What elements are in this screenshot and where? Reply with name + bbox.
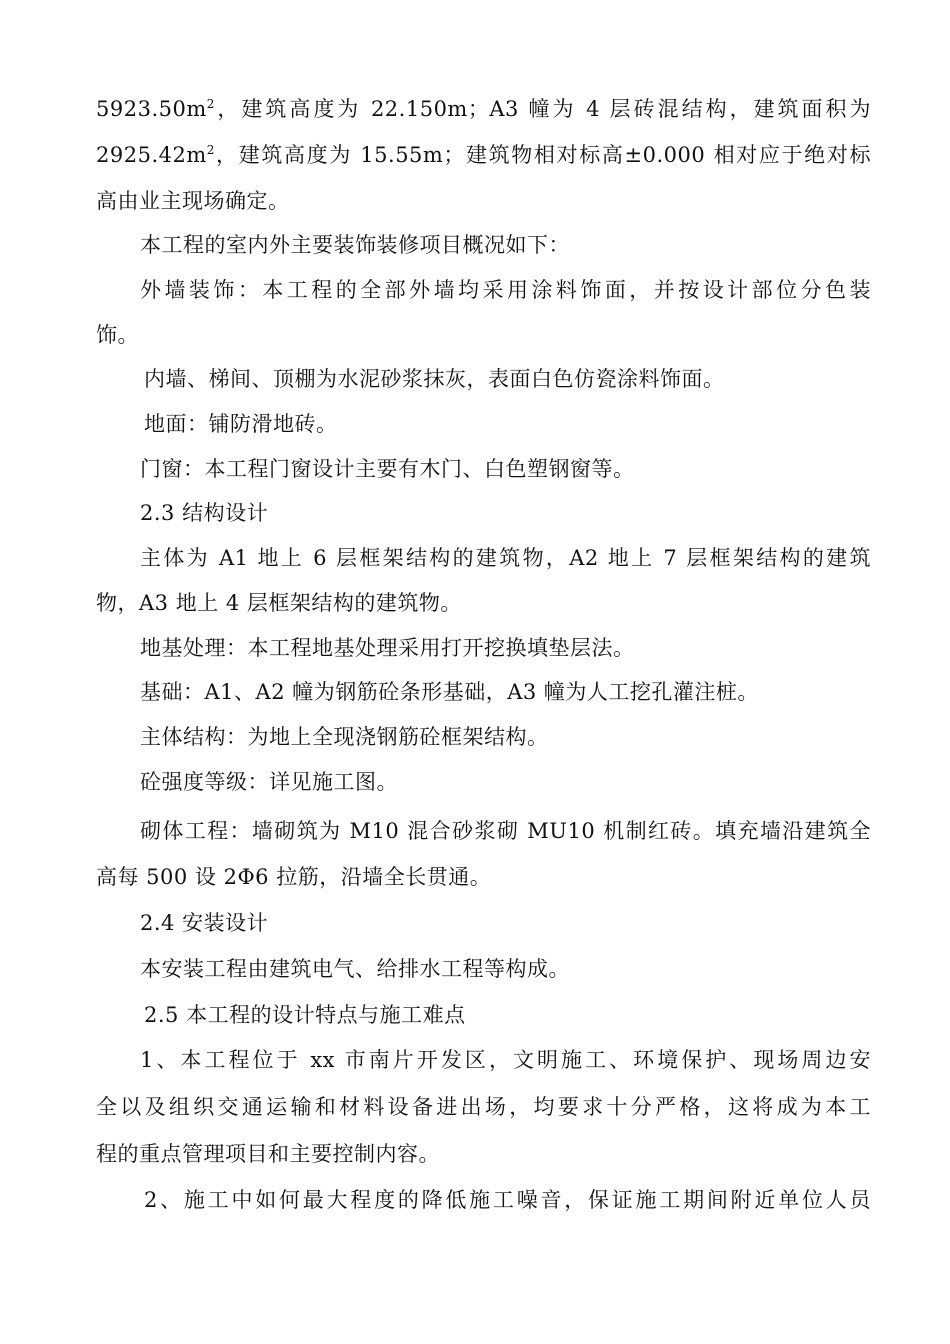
- paragraph-line: 1、本工程位于 xx 市南片开发区，文明施工、环境保护、现场周边安: [140, 1048, 871, 1072]
- section-heading: 2.3 结构设计: [140, 501, 269, 525]
- paragraph-line: 外墙装饰：本工程的全部外墙均采用涂料饰面，并按设计部位分色装: [140, 278, 871, 302]
- paragraph-line: 地基处理：本工程地基处理采用打开挖换填垫层法。: [140, 636, 635, 660]
- text-run: 5923.50m: [96, 97, 207, 121]
- paragraph-line: 基础：A1、A2 幢为钢筋砼条形基础，A3 幢为人工挖孔灌注桩。: [140, 680, 759, 704]
- paragraph-line: 高每 500 设 2Φ6 拉筋，沿墙全长贯通。: [96, 865, 492, 889]
- text-run: 2925.42m: [96, 143, 207, 167]
- section-heading: 2.5 本工程的设计特点与施工难点: [144, 1003, 466, 1027]
- paragraph-line: [96, 140, 871, 170]
- paragraph-line: 物，A3 地上 4 层框架结构的建筑物。: [96, 591, 462, 615]
- paragraph-line: 高由业主现场确定。: [96, 189, 290, 213]
- paragraph-line: 本安装工程由建筑电气、给排水工程等构成。: [140, 957, 570, 981]
- section-heading: 2.4 安装设计: [140, 911, 269, 935]
- paragraph-line: 主体为 A1 地上 6 层框架结构的建筑物，A2 地上 7 层框架结构的建筑: [140, 546, 871, 570]
- text-run: ，建筑高度为 22.150m；A3 幢为 4 层砖混结构，建筑面积为: [214, 97, 871, 121]
- paragraph-line: 地面：铺防滑地砖。: [144, 412, 338, 436]
- text-run: ，建筑高度为 15.55m；建筑物相对标高±0.000 相对应于绝对标: [214, 143, 871, 167]
- paragraph-line: 全以及组织交通运输和材料设备进出场，均要求十分严格，这将成为本工: [96, 1095, 871, 1119]
- superscript: 2: [206, 143, 215, 157]
- superscript: 2: [206, 97, 215, 111]
- paragraph-line: 本工程的室内外主要装饰装修项目概况如下：: [140, 233, 570, 257]
- paragraph-line: 内墙、梯间、顶棚为水泥砂浆抹灰，表面白色仿瓷涂料饰面。: [144, 367, 725, 391]
- paragraph-line: 2、施工中如何最大程度的降低施工噪音，保证施工期间附近单位人员: [144, 1188, 871, 1212]
- paragraph-line: 砼强度等级：详见施工图。: [140, 770, 398, 794]
- paragraph-line: 饰。: [96, 323, 139, 347]
- paragraph-line: 砌体工程：墙砌筑为 M10 混合砂浆砌 MU10 机制红砖。填充墙沿建筑全: [140, 819, 871, 843]
- paragraph-line: 程的重点管理项目和主要控制内容。: [96, 1142, 440, 1166]
- paragraph-line: 主体结构：为地上全现浇钢筋砼框架结构。: [140, 725, 549, 749]
- paragraph-line: 门窗：本工程门窗设计主要有木门、白色塑钢窗等。: [140, 457, 635, 481]
- paragraph-line: [96, 94, 871, 124]
